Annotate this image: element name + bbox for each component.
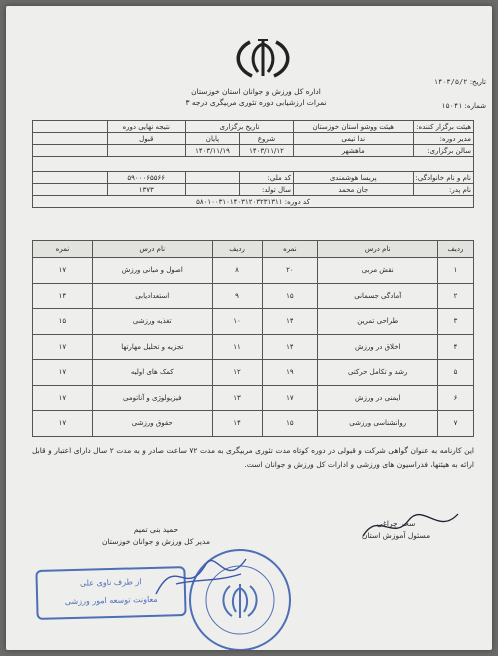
national-code-label: کد ملی:: [239, 172, 293, 184]
row-number: ۱۱: [212, 334, 262, 360]
course-name: نقش مربی: [318, 258, 438, 284]
course-name: استعدادیابی: [92, 283, 212, 309]
course-name: ایمنی در ورزش: [318, 385, 438, 411]
iran-emblem-icon: [228, 36, 298, 80]
grade: ۱۹: [262, 360, 318, 386]
number-label: شماره:: [464, 102, 486, 110]
course-name: رشد و تکامل حرکتی: [318, 360, 438, 386]
header-grade-2: نمره: [33, 241, 93, 258]
dates-header: تاریخ برگزاری: [185, 121, 293, 133]
course-name: اخلاق در ورزش: [318, 334, 438, 360]
certificate-text: این کارنامه به عنوان گواهی شرکت و قبولی در دوره کوتاه مدت تئوری مربیگری به مدت ۷۲ ساعت صادر و به مدت ۲ سال دارای اعتبار و قابل ارائه به هیئتها، فدراسیون های ورزشی و ادارات کل ورزش و جوانان است.: [32, 446, 474, 469]
header-row-num-2: ردیف: [212, 241, 262, 258]
grade: ۱۴: [262, 309, 318, 335]
number-value: ۱۵۰۴۱: [441, 102, 463, 110]
course-name: کمک های اولیه: [92, 360, 212, 386]
course-name: تغذیه ورزشی: [92, 309, 212, 335]
row-number: ۵: [438, 360, 474, 386]
birth-year-label: سال تولد:: [239, 184, 293, 196]
grade-row: [33, 258, 474, 284]
row-number: ۶: [438, 385, 474, 411]
course-name: طراحی تمرین: [318, 309, 438, 335]
manager-label: مدیر دوره:: [413, 133, 474, 145]
stamp-line-1: از طرف ناوی علی: [79, 577, 142, 588]
header-course-name-1: نام درس: [318, 241, 438, 258]
course-line: نمرات ارزشیابی دوره تئوری مربیگری درجه ۳: [185, 98, 327, 107]
row-number: ۳: [438, 309, 474, 335]
header-row-num-1: ردیف: [438, 241, 474, 258]
result-header: نتیجه نهایی دوره: [107, 121, 185, 133]
grade-row: [33, 283, 474, 309]
row-number: ۷: [438, 411, 474, 437]
result-value: قبول: [107, 133, 185, 145]
course-name: تجزیه و تحلیل مهارتها: [92, 334, 212, 360]
grades-table: [32, 240, 474, 437]
organizer-value: هیئت ووشو استان خوزستان: [294, 121, 413, 133]
header-grade-1: نمره: [262, 241, 318, 258]
row-number: ۴: [438, 334, 474, 360]
end-value: ۱۴۰۳/۱۱/۱۹: [185, 145, 239, 157]
father-value: جان محمد: [294, 184, 413, 196]
name-value: پریسا هوشمندی: [294, 172, 413, 184]
national-code-value: ۵۹۰۰۰۶۵۵۶۶: [107, 172, 185, 184]
grade: ۱۷: [33, 411, 93, 437]
date-value: ۱۴۰۳/۵/۲: [433, 78, 468, 86]
left-signer-name: سحر چراغی: [376, 519, 416, 528]
course-code-label: کد دوره:: [284, 197, 310, 206]
grade-row: [33, 411, 474, 437]
grade-row: [33, 309, 474, 335]
grade: ۱۷: [262, 385, 318, 411]
handwritten-signature-right: [146, 544, 266, 604]
grade-row: [33, 334, 474, 360]
grade-row: [33, 385, 474, 411]
row-number: ۲: [438, 283, 474, 309]
grade: ۱۵: [262, 411, 318, 437]
grade: ۱۷: [33, 385, 93, 411]
manager-value: ندا تیمی: [294, 133, 413, 145]
father-label: نام پدر:: [413, 184, 474, 196]
grade: ۱۴: [262, 334, 318, 360]
course-name: حقوق ورزشی: [92, 411, 212, 437]
org-line: اداره کل ورزش و جوانان استان خوزستان: [191, 87, 321, 96]
stamp-line-2: معاونت توسعه امور ورزشی: [64, 594, 158, 607]
grade: ۱۵: [33, 309, 93, 335]
venue-label: سالن برگزاری:: [413, 145, 474, 157]
organizer-label: هیئت برگزار کننده:: [413, 121, 474, 133]
handwritten-signature-left: [358, 506, 468, 546]
row-number: ۱: [438, 258, 474, 284]
right-signer-title: مدیر کل ورزش و جوانان خوزستان: [102, 537, 210, 546]
grade: ۲۰: [262, 258, 318, 284]
grade: ۱۷: [33, 360, 93, 386]
course-info-table: [32, 120, 474, 208]
grade-row: [33, 360, 474, 386]
row-number: ۱۰: [212, 309, 262, 335]
org-header: [156, 86, 356, 108]
start-label: شروع: [239, 133, 293, 145]
course-name: روانشناسی ورزشی: [318, 411, 438, 437]
row-number: ۱۴: [212, 411, 262, 437]
start-value: ۱۴۰۳/۱۱/۱۲: [239, 145, 293, 157]
row-number: ۹: [212, 283, 262, 309]
left-signer-title: مسئول آموزش استان: [361, 531, 431, 540]
end-label: پایان: [185, 133, 239, 145]
venue-value: ماهشهر: [294, 145, 413, 157]
grade: ۱۷: [33, 334, 93, 360]
row-number: ۱۳: [212, 385, 262, 411]
row-number: ۱۲: [212, 360, 262, 386]
document-meta: [401, 70, 486, 118]
date-label: تاریخ:: [469, 78, 486, 86]
grade: ۱۴: [33, 283, 93, 309]
birth-year-value: ۱۳۷۳: [107, 184, 185, 196]
row-number: ۸: [212, 258, 262, 284]
course-name: آمادگی جسمانی: [318, 283, 438, 309]
name-label: نام و نام خانوادگی:: [413, 172, 474, 184]
course-name: اصول و مبانی ورزش: [92, 258, 212, 284]
course-code-value: ۵۸۰۱۰۰۳۱۰۱۴۰۳۱۲۰۳۲۳۱۳۱۱: [196, 197, 283, 206]
grade: ۱۷: [33, 258, 93, 284]
course-name: فیزیولوژی و آناتومی: [92, 385, 212, 411]
header-course-name-2: نام درس: [92, 241, 212, 258]
grade: ۱۵: [262, 283, 318, 309]
certificate-page: [6, 6, 492, 650]
right-signer-name: حمید بنی تمیم: [133, 525, 179, 534]
